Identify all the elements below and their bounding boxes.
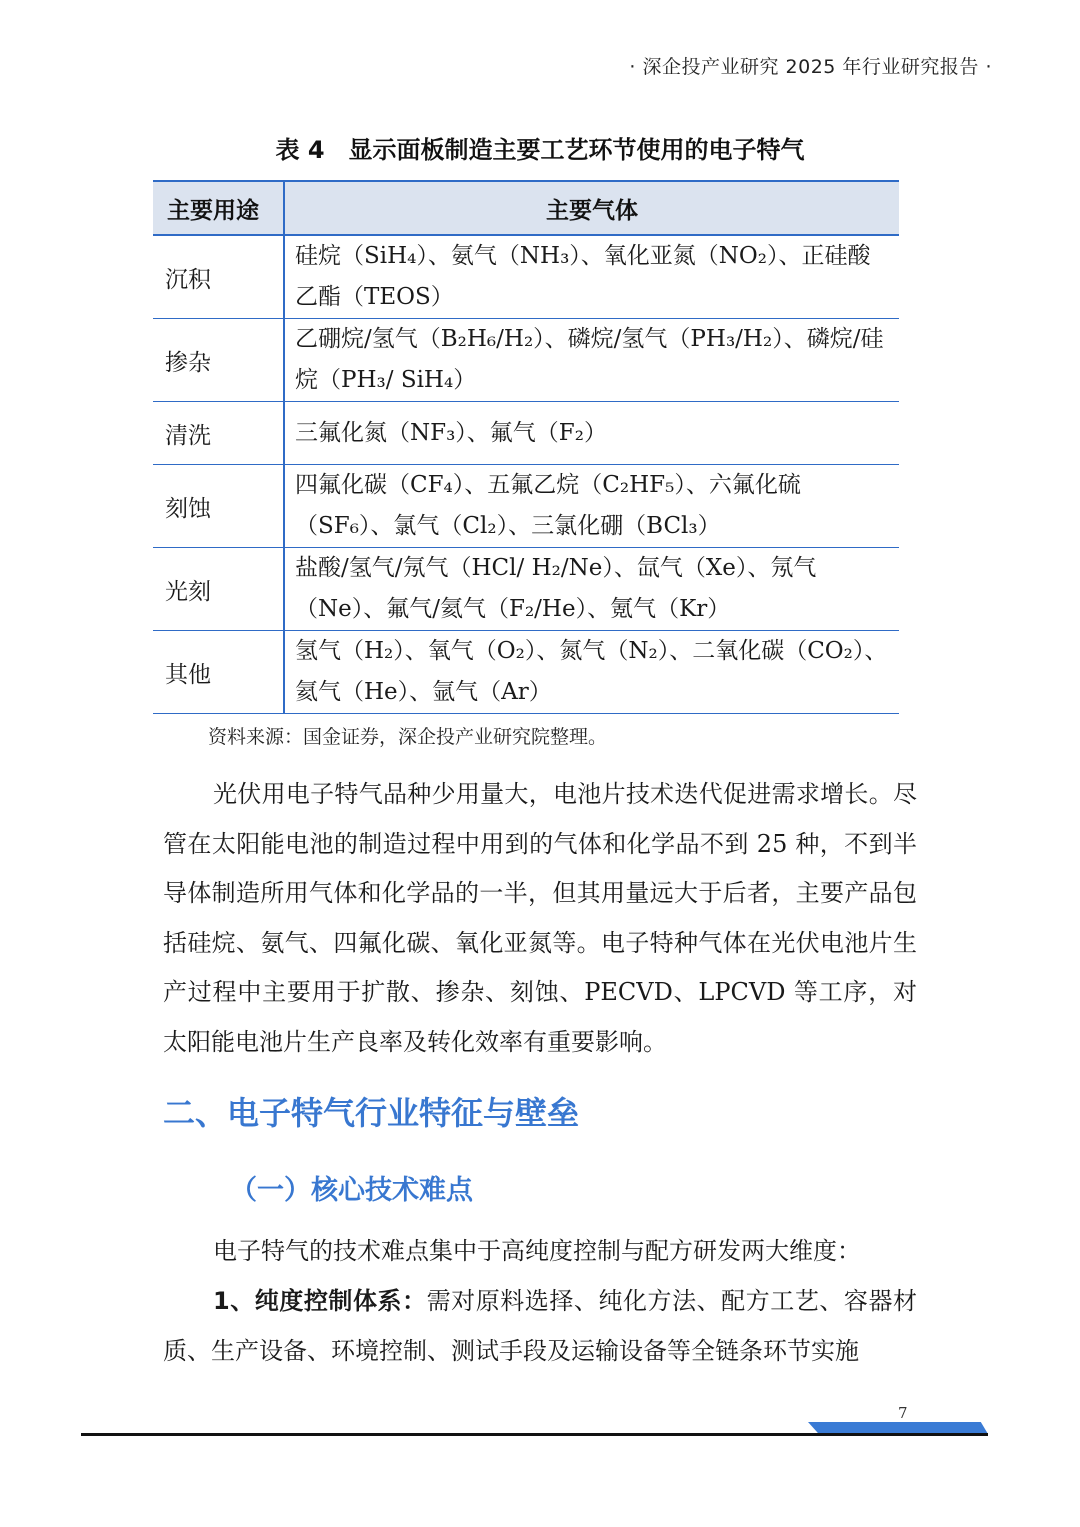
column-header-use: 主要用途 [153, 181, 284, 235]
row-use-cell: 清洗 [153, 402, 284, 465]
table-row [153, 235, 899, 319]
paragraph-text: 需对原料选择、纯化方法、配方工艺、容器材质、生产设备、环境控制、测试手段及运输设备等全链条环节实施 [163, 1287, 918, 1365]
table-source-note: 资料来源：国金证券，深企投产业研究院整理。 [208, 726, 608, 748]
sub-heading: （一）核心技术难点 [230, 1175, 473, 1206]
row-gas-cell: 硅烷（SiH₄）、氨气（NH₃）、氧化亚氮（NO₂）、正硅酸乙酯（TEOS） [284, 235, 899, 319]
table-header-row [153, 181, 899, 235]
row-use-cell: 其他 [153, 631, 284, 714]
body-paragraph: 电子特气的技术难点集中于高纯度控制与配方研发两大维度： [213, 1237, 861, 1265]
running-header: · 深企投产业研究 2025 年行业研究报告 · [629, 56, 992, 78]
table-row [153, 548, 899, 631]
row-gas-cell: 乙硼烷/氢气（B₂H₆/H₂）、磷烷/氢气（PH₃/H₂）、磷烷/硅烷（PH₃/ SiH₄） [284, 319, 899, 402]
row-gas-cell: 三氟化氮（NF₃）、氟气（F₂） [284, 402, 899, 465]
row-use-cell: 沉积 [153, 235, 284, 319]
body-paragraph [163, 1277, 917, 1376]
row-gas-cell: 四氟化碳（CF₄）、五氟乙烷（C₂HF₅）、六氟化硫（SF₆）、氯气（Cl₂）、三氯化硼（BCl₃） [284, 465, 899, 548]
row-use-cell: 光刻 [153, 548, 284, 631]
column-header-gas: 主要气体 [284, 181, 899, 235]
row-use-cell: 刻蚀 [153, 465, 284, 548]
footer-rule [81, 1433, 988, 1436]
table-title: 表 4 显示面板制造主要工艺环节使用的电子特气 [275, 136, 805, 164]
table-row [153, 465, 899, 548]
section-heading: 二、电子特气行业特征与壁垒 [163, 1094, 580, 1132]
body-paragraph: 光伏用电子特气品种少用量大，电池片技术迭代促进需求增长。尽管在太阳能电池的制造过程中用到的气体和化学品不到 25 种，不到半导体制造所用气体和化学品的一半，但其用量远大于后者，主要产品包括硅烷、氨气、四氟化碳、氧化亚氮等。电子特种气体在光伏电池片生产过程中主要用于扩散、掺杂、刻蚀、PECVD、LPCVD 等工序，对太阳能电池片生产良率及转化效率有重要影响。 [163, 780, 917, 1056]
row-gas-cell: 盐酸/氢气/氖气（HCl/ H₂/Ne）、氙气（Xe）、氖气（Ne）、氟气/氦气（F₂/He）、氪气（Kr） [284, 548, 899, 631]
table-row [153, 402, 899, 465]
page-number: 7 [898, 1404, 908, 1422]
paragraph-lead: 1、纯度控制体系： [213, 1287, 427, 1315]
table-row [153, 319, 899, 402]
table-row [153, 631, 899, 714]
gas-table [153, 180, 899, 714]
row-use-cell: 掺杂 [153, 319, 284, 402]
row-gas-cell: 氢气（H₂）、氧气（O₂）、氮气（N₂）、二氧化碳（CO₂）、氦气（He）、氩气（Ar） [284, 631, 899, 714]
